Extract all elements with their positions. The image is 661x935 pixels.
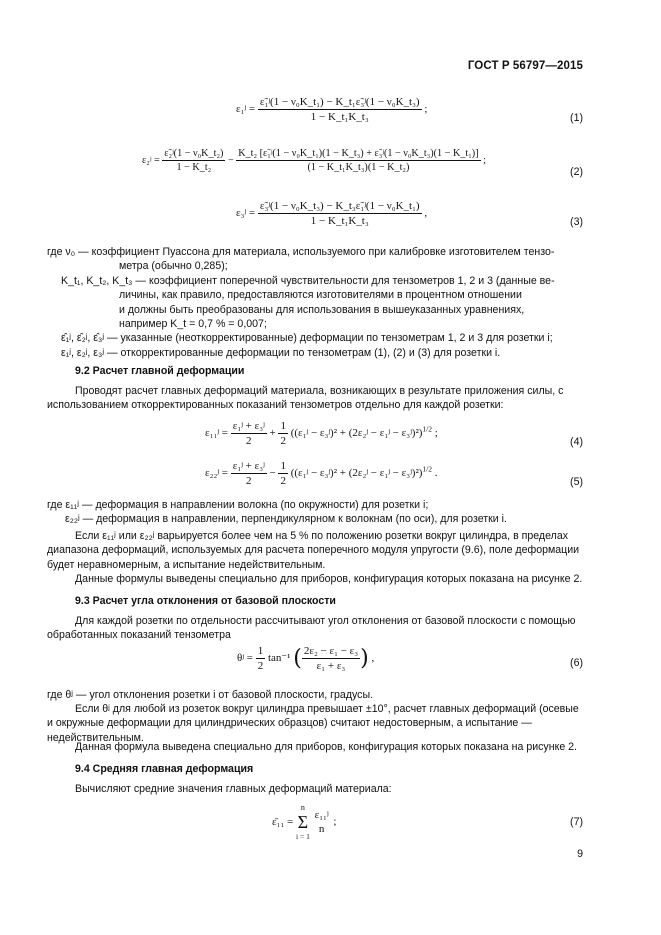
eq5-lhs: ε₂₂ʲ = <box>205 467 228 480</box>
def-eps22: ε₂₂ʲ — деформация в направлении, перпендикулярном к волокнам (по оси), для розетки i. <box>65 513 507 526</box>
eq3-number: (3) <box>570 216 583 228</box>
eq2-part1-numerator: ε̃₂ʲ(1 − ν₀K_t₂) <box>164 148 224 159</box>
eq2-part2-denominator: (1 − K_t₁K_t₃)(1 − K_t₂) <box>307 162 410 173</box>
eq7-tail: ; <box>333 815 337 828</box>
eq4-body: ((ε₁ʲ − ε₃ʲ)² + (2ε₂ʲ − ε₁ʲ − ε₃ʲ)²) <box>290 427 423 440</box>
eq6-lhs: θʲ = <box>237 652 253 665</box>
eq6-close-paren: ) <box>360 646 369 671</box>
eq2-part1-denominator: 1 − K_t₂ <box>176 162 212 173</box>
eq6-number: (6) <box>570 657 583 669</box>
section-9-3-intro: Для каждой розетки по отдельности рассчитывают угол отклонения от базовой плоскости с помощью обработанных показаний тензометра <box>47 615 576 642</box>
eq2-number: (2) <box>570 166 583 178</box>
def-nu0: где ν₀ — коэффициент Пуассона для материала, используемого при калибровке изготовителем тензо- <box>47 246 555 258</box>
section-9-3-note: Данная формула выведена специально для приборов, конфигурация которых показана на рисунке 2. <box>75 741 577 753</box>
eq2-minus: − <box>227 154 234 166</box>
section-9-2-heading: 9.2 Расчет главной деформации <box>75 365 245 377</box>
eq5-f1-denominator: 2 <box>245 475 252 487</box>
eq3-numerator: ε̃₃ʲ(1 − ν₀K_t₃) − K_t₃ε̃₁ʲ(1 − ν₀K_t₁) <box>259 200 420 212</box>
equation-4 <box>0 420 661 460</box>
equation-1 <box>0 96 661 136</box>
eq3-tail: , <box>424 207 428 220</box>
eq5-f2-denominator: 2 <box>280 475 286 487</box>
eq5-minus: − <box>269 467 276 480</box>
section-9-2-intro: Проводят расчет главных деформаций материала, возникающих в результате приложения силы, с использованием откорректированных показаний тензометров отдельно для каждой розетки: <box>47 385 564 412</box>
def-kt: K_t₁, K_t₂, K_t₃ — коэффициент поперечной чувствительности для тензометров 1, 2 и 3 (данные ве- <box>61 274 555 287</box>
equation-7 <box>0 802 661 842</box>
eq5-body: ((ε₁ʲ − ε₃ʲ)² + (2ε₂ʲ − ε₁ʲ − ε₃ʲ)²) <box>290 467 423 480</box>
eq6-inner-numerator: 2ε₂ − ε₁ − ε₃ <box>303 645 359 657</box>
eq5-f1-numerator: ε₁ʲ + ε₃ʲ <box>232 460 265 472</box>
def-uncorrected: ε̂₁ʲ, ε̂₂ʲ, ε̂₃ʲ — указанные (неоткорректированные) деформации по тензометрам 1, 2 и 3 для розетки i; <box>61 332 553 345</box>
def-kt-cont3: например K_t = 0,7 % = 0,007; <box>119 318 267 331</box>
eq7-numerator: ε₁₁ʲ <box>314 809 329 821</box>
section-9-4-heading: 9.4 Средняя главная деформация <box>75 763 254 775</box>
section-9-3-condition: Если θʲ для любой из розеток вокруг цилиндра превышает ±10°, расчет главных деформаций (осевые и окружные деформации для цилиндрических образцов) считают недостоверным, а испытание — недействительным. <box>47 703 579 744</box>
equation-5 <box>0 460 661 500</box>
eq1-denominator: 1 − K_t₁K_t₃ <box>310 111 369 123</box>
eq6-f-numerator: 1 <box>257 645 264 657</box>
eq4-tail: ; <box>434 427 438 440</box>
eq4-f1-numerator: ε₁ʲ + ε₃ʲ <box>232 420 265 432</box>
page-number: 9 <box>577 848 583 860</box>
eq1-tail: ; <box>424 103 428 116</box>
eq5-power: 1/2 <box>422 464 432 474</box>
eq4-f1-denominator: 2 <box>245 435 252 447</box>
equation-3 <box>0 200 661 240</box>
eq7-sum-upper: n <box>300 803 305 812</box>
eq4-power: 1/2 <box>422 424 432 434</box>
eq2-tail: ; <box>483 154 486 166</box>
eq2-part2-factor: K_t₂ <box>238 148 258 159</box>
eq1-number: (1) <box>570 112 583 124</box>
eq4-f2-numerator: 1 <box>280 420 286 432</box>
eq7-sum-lower: i = 1 <box>296 832 310 841</box>
eq4-f2-denominator: 2 <box>280 435 286 447</box>
eq4-lhs: ε₁₁ʲ = <box>205 427 228 440</box>
section-9-2-note: Данные формулы выведены специально для приборов, конфигурация которых показана на рисунке 2. <box>75 573 583 585</box>
def-corrected: ε₁ʲ, ε₂ʲ, ε₃ʲ — откорректированные деформации по тензометрам (1), (2) и (3) для розетки i. <box>61 346 501 359</box>
def-kt-cont1: личины, как правило, предоставляются изготовителями в процентном отношении <box>119 289 522 302</box>
eq7-sum-sign: Σ <box>297 812 309 832</box>
definitions-block-2 <box>47 498 585 527</box>
eq6-open-paren: ( <box>293 646 302 671</box>
equation-2 <box>0 148 661 188</box>
eq3-lhs: ε₃ʲ = <box>236 207 256 220</box>
eq7-denominator: n <box>318 823 325 835</box>
def-theta: где θʲ — угол отклонения розетки i от базовой плоскости, градусы. <box>47 689 374 701</box>
def-eps11: где ε₁₁ʲ — деформация в направлении волокна (по окружности) для розетки i; <box>47 499 429 511</box>
eq3-denominator: 1 − K_t₁K_t₃ <box>310 215 369 227</box>
eq4-number: (4) <box>570 436 583 448</box>
eq5-f2-numerator: 1 <box>280 460 286 472</box>
eq1-lhs: ε₁ʲ = <box>236 103 256 116</box>
eq4-plus: + <box>269 427 276 440</box>
eq2-lhs: ε₂ʲ = <box>142 154 160 166</box>
eq6-inner-denominator: ε₁ + ε₃ <box>316 660 346 672</box>
section-9-3-heading: 9.3 Расчет угла отклонения от базовой плоскости <box>75 595 336 607</box>
eq6-tail: , <box>371 652 375 665</box>
equation-6 <box>0 645 661 685</box>
eq6-f-denominator: 2 <box>257 660 264 672</box>
eq5-tail: . <box>434 467 438 480</box>
def-nu0-cont: метра (обычно 0,285); <box>119 260 228 273</box>
def-kt-cont2: и должны быть преобразованы для использования в вышеуказанных уравнениях, <box>119 303 525 316</box>
section-9-4-intro: Вычисляют средние значения главных деформаций материала: <box>75 783 392 795</box>
eq7-lhs: ε̄₁₁ = <box>272 816 294 828</box>
definitions-block-1 <box>47 245 585 360</box>
eq6-function: tan⁻¹ <box>267 652 291 665</box>
eq7-number: (7) <box>570 816 583 828</box>
standard-header: ГОСТ Р 56797—2015 <box>467 60 583 72</box>
section-9-2-condition: Если ε₁₁ʲ или ε₂₂ʲ варьируется более чем на 5 % по положению розетки вокруг цилиндра, в пределах диапазона деформаций, используемых для расчета поперечного модуля упругости (9.6), поле деформации будет неравномерным, а испытание недействительным. <box>47 530 580 571</box>
eq1-numerator: ε̃₁ʲ(1 − ν₀K_t₁) − K_t₁ε̃₃ʲ(1 − ν₀K_t₃) <box>259 96 420 108</box>
eq2-part2-bracket: [ε̃₁ʲ(1 − ν₀K_t₁)(1 − K_t₃) + ε̃₃ʲ(1 − ν₀K_t₃)(1 − K_t₁)] <box>259 148 479 159</box>
eq5-number: (5) <box>570 476 583 488</box>
